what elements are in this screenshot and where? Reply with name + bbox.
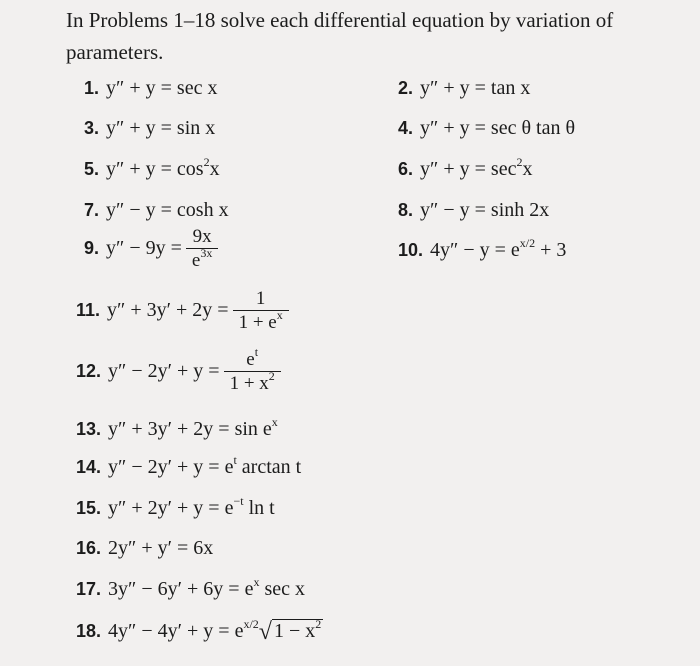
equation — [108, 415, 278, 440]
exponent: 2 — [315, 617, 322, 631]
equation: y″ + y = sin x — [106, 117, 216, 139]
equation-text: x — [522, 158, 533, 180]
equation-text: y″ + 3y′ + 2y = — [107, 299, 229, 322]
equation-text: ln t — [243, 497, 275, 519]
equation-text: arctan t — [236, 456, 302, 478]
denominator-base: e — [191, 250, 201, 271]
fraction — [224, 345, 281, 396]
equation: y″ + y = sec θ tan θ — [420, 117, 576, 139]
problem-4 — [398, 117, 575, 140]
exponent: −t — [233, 494, 244, 508]
problem-number: 10. — [398, 240, 424, 260]
problem-number: 2. — [398, 78, 414, 98]
problem-6 — [398, 155, 533, 181]
radical-sign-icon: √ — [258, 619, 272, 645]
equation — [108, 575, 305, 600]
equation-text: sec x — [259, 578, 305, 600]
numerator — [224, 345, 281, 371]
equation-text: y″ − 2y′ + y = — [108, 360, 220, 383]
numerator: 9x — [192, 226, 212, 247]
problem-15 — [76, 494, 275, 520]
exponent: x — [271, 415, 278, 429]
problem-14 — [76, 453, 302, 479]
equation-text: 4y″ − 4y′ + y = e — [108, 620, 244, 642]
problem-7 — [84, 199, 229, 222]
problem-5 — [84, 155, 220, 181]
problem-16 — [76, 537, 213, 560]
problem-12 — [76, 345, 281, 396]
exponent: x/2 — [519, 236, 536, 250]
exponent: x/2 — [243, 617, 259, 631]
problem-number: 9. — [84, 238, 100, 259]
equation-text: y″ − 2y′ + y = e — [108, 456, 234, 478]
denominator-base: 1 + e — [238, 312, 277, 333]
exponent: 2 — [268, 369, 275, 383]
problem-number: 3. — [84, 118, 100, 138]
equation: 2y″ + y′ = 6x — [108, 537, 214, 559]
problem-3 — [84, 117, 215, 140]
equation — [107, 288, 289, 333]
exponent: 3x — [200, 246, 213, 260]
problem-17 — [76, 575, 305, 601]
problem-number: 5. — [84, 159, 100, 179]
fraction — [186, 226, 218, 273]
problem-1 — [84, 77, 217, 100]
equation — [106, 155, 220, 180]
equation-text: + 3 — [535, 239, 567, 261]
equation-text: y″ + 3y′ + 2y = sin e — [108, 418, 272, 440]
denominator-base: 1 + x — [229, 373, 269, 394]
numerator-base: e — [246, 349, 255, 370]
problem-number: 16. — [76, 538, 102, 558]
equation: y″ − y = cosh x — [106, 199, 229, 221]
denominator — [224, 371, 281, 396]
problem-number: 7. — [84, 200, 100, 220]
numerator: 1 — [255, 288, 266, 309]
equation — [108, 617, 323, 645]
exponent: x — [276, 308, 283, 322]
radicand-text: 1 − x — [273, 620, 316, 642]
problem-9 — [84, 226, 218, 273]
problem-13 — [76, 415, 278, 441]
exponent: t — [233, 453, 237, 467]
denominator — [233, 310, 289, 335]
equation — [108, 453, 302, 478]
equation: y″ + y = tan x — [420, 77, 531, 99]
problem-10 — [398, 236, 567, 262]
problem-number: 14. — [76, 457, 102, 477]
equation-text: 4y″ − y = e — [430, 239, 520, 261]
problem-number: 12. — [76, 361, 102, 382]
equation-text: 3y″ − 6y′ + 6y = e — [108, 578, 254, 600]
problem-number: 13. — [76, 419, 102, 439]
equation-text: y″ + 2y′ + y = e — [108, 497, 234, 519]
fraction — [233, 288, 289, 335]
equation-text: y″ + y = cos — [106, 158, 204, 180]
equation-text: y″ − 9y = — [106, 237, 182, 260]
exponent: 2 — [516, 155, 523, 169]
equation-text: y″ + y = sec — [420, 158, 517, 180]
problem-number: 11. — [76, 300, 101, 321]
equation — [106, 226, 218, 271]
equation: y″ − y = sinh 2x — [420, 199, 550, 221]
square-root — [259, 619, 323, 646]
equation — [420, 155, 533, 180]
exponent: 2 — [203, 155, 210, 169]
problem-2 — [398, 77, 530, 100]
denominator — [186, 248, 218, 273]
problem-number: 1. — [84, 78, 100, 98]
problem-number: 18. — [76, 621, 102, 641]
problem-number: 17. — [76, 579, 102, 599]
problem-8 — [398, 199, 549, 222]
problem-number: 6. — [398, 159, 414, 179]
equation: y″ + y = sec x — [106, 77, 218, 99]
problem-number: 15. — [76, 498, 102, 518]
equation — [108, 345, 281, 394]
problem-number: 4. — [398, 118, 414, 138]
problem-18 — [76, 619, 323, 646]
equation-text: x — [209, 158, 220, 180]
radicand — [272, 619, 323, 642]
instructions-text: In Problems 1–18 solve each differential equation by variation of parameters. — [66, 8, 614, 64]
problem-number: 8. — [398, 200, 414, 220]
problem-11 — [76, 288, 289, 335]
equation — [108, 494, 275, 519]
exponent: x — [253, 575, 260, 589]
exponent: t — [254, 345, 259, 359]
equation — [430, 236, 567, 261]
